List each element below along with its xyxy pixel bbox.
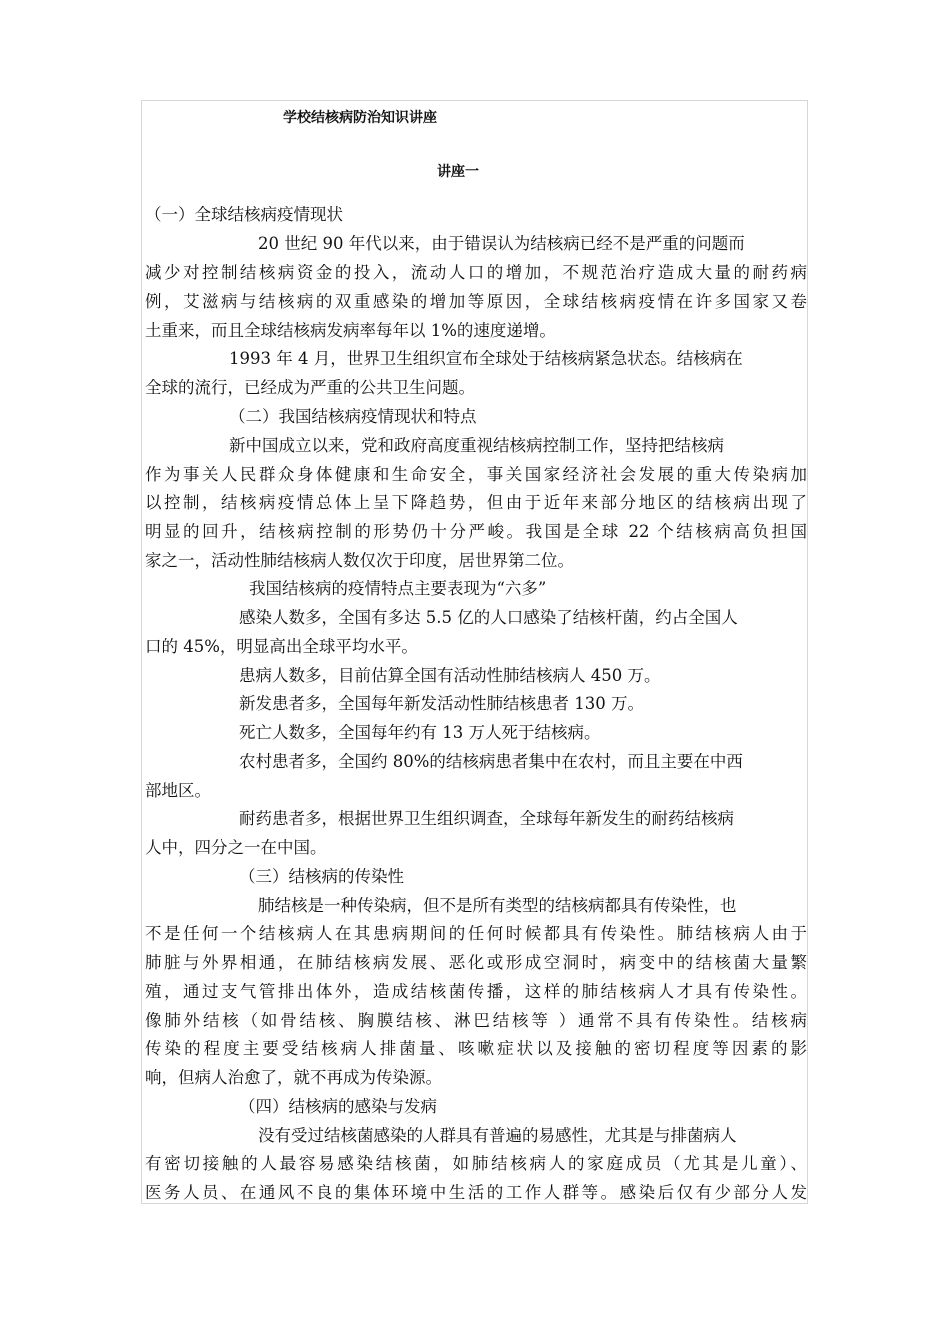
list-item: 患病人数多，目前估算全国有活动性肺结核病人 450 万。 (239, 666, 661, 685)
paragraph-line: 部地区。 (145, 781, 211, 800)
paragraph-line: 1993 年 4 月，世界卫生组织宣布全球处于结核病紧急状态。结核病在 (229, 349, 743, 368)
paragraph-line: 以控制，结核病疫情总体上呈下降趋势，但由于近年来部分地区的结核病出现了 (145, 493, 807, 512)
paragraph-line: 传染的程度主要受结核病人排菌量、咳嗽症状以及接触的密切程度等因素的影 (145, 1039, 807, 1058)
paragraph-line: 我国结核病的疫情特点主要表现为“六多” (249, 579, 547, 598)
paragraph-line: 响，但病人治愈了，就不再成为传染源。 (145, 1068, 442, 1087)
paragraph-line: 感染人数多，全国有多达 5.5 亿的人口感染了结核杆菌，约占全国人 (239, 608, 738, 627)
paragraph-line: 医务人员、在通风不良的集体环境中生活的工作人群等。感染后仅有少部分人发 (145, 1183, 807, 1202)
list-item: 新发患者多，全国每年新发活动性肺结核患者 130 万。 (239, 694, 644, 713)
paragraph-line: 没有受过结核菌感染的人群具有普遍的易感性，尤其是与排菌病人 (258, 1126, 737, 1145)
paragraph-line: 家之一，活动性肺结核病人数仅次于印度，居世界第二位。 (145, 551, 574, 570)
list-item: 死亡人数多，全国每年约有 13 万人死于结核病。 (239, 723, 601, 742)
paragraph-line: 例，艾滋病与结核病的双重感染的增加等原因，全球结核病疫情在许多国家又卷 (145, 292, 807, 311)
lecture-heading: 讲座一 (437, 164, 479, 180)
paragraph-line: 明显的回升，结核病控制的形势仍十分严峻。我国是全球 22 个结核病高负担国 (145, 522, 807, 541)
paragraph-line: 不是任何一个结核病人在其患病期间的任何时候都具有传染性。肺结核病人由于 (145, 924, 807, 943)
paragraph-line: 20 世纪 90 年代以来，由于错误认为结核病已经不是严重的问题而 (258, 234, 745, 253)
list-item: 农村患者多，全国约 80%的结核病患者集中在农村，而且主要在中西 (239, 752, 743, 771)
section-heading-2: （二）我国结核病疫情现状和特点 (229, 407, 477, 426)
list-item: 耐药患者多，根据世界卫生组织调查，全球每年新发生的耐药结核病 (239, 809, 734, 828)
paragraph-line: 口的 45%，明显高出全球平均水平。 (145, 637, 418, 656)
paragraph-line: 作为事关人民群众身体健康和生命安全，事关国家经济社会发展的重大传染病加 (145, 465, 807, 484)
paragraph-line: 有密切接触的人最容易感染结核菌，如肺结核病人的家庭成员（尤其是儿童）、 (145, 1154, 807, 1173)
section-heading-4: （四）结核病的感染与发病 (239, 1097, 437, 1116)
document-title: 学校结核病防治知识讲座 (283, 110, 437, 126)
paragraph-line: 减少对控制结核病资金的投入，流动人口的增加，不规范治疗造成大量的耐药病 (145, 263, 807, 282)
paragraph-line: 肺结核是一种传染病，但不是所有类型的结核病都具有传染性，也 (258, 896, 737, 915)
paragraph-line: 土重来，而且全球结核病发病率每年以 1%的速度递增。 (145, 321, 556, 340)
section-heading-1: （一）全球结核病疫情现状 (145, 205, 343, 224)
paragraph-line: 殖，通过支气管排出体外，造成结核菌传播，这样的肺结核病人才具有传染性。 (145, 982, 807, 1001)
paragraph-line: 肺脏与外界相通，在肺结核病发展、恶化或形成空洞时，病变中的结核菌大量繁 (145, 953, 807, 972)
paragraph-line: 全球的流行，已经成为严重的公共卫生问题。 (145, 378, 475, 397)
paragraph-line: 人中，四分之一在中国。 (145, 838, 327, 857)
paragraph-line: 新中国成立以来，党和政府高度重视结核病控制工作，坚持把结核病 (229, 436, 724, 455)
paragraph-line: 像肺外结核（如骨结核、胸膜结核、淋巴结核等 ）通常不具有传染性。结核病 (145, 1011, 807, 1030)
section-heading-3: （三）结核病的传染性 (239, 867, 404, 886)
